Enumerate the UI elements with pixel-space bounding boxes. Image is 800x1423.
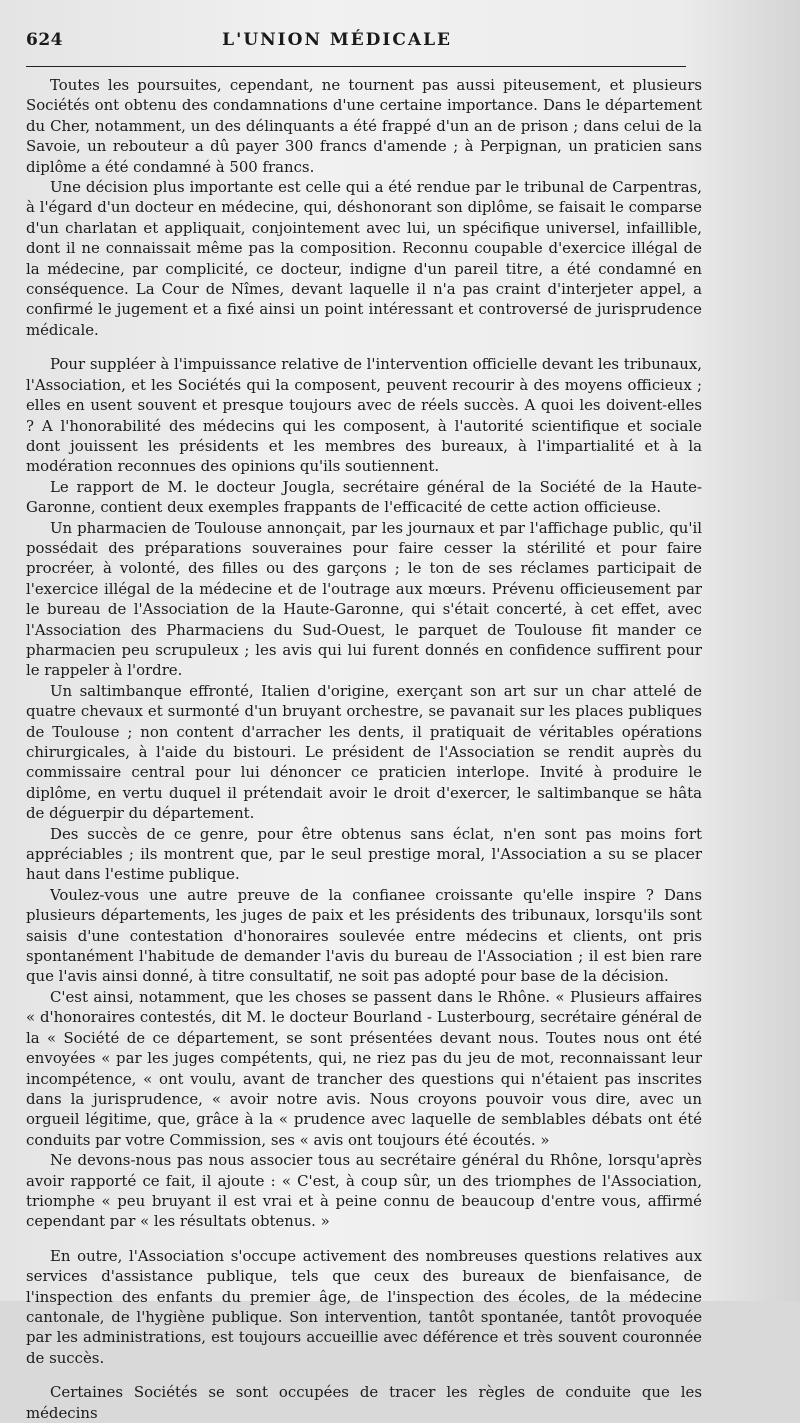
paragraph-assistance: En outre, l'Association s'occupe activement des nombreuses questions relatives aux services d'assistance publique, tels que ceux des bureaux de bienfaisance, de l'inspection des enfants du premier âge, de l'inspection des écoles, de la médecine cantonale, de l'hygiène publique. Son intervention, tantôt spontanée, tantôt provoquée par les administrations, est toujours accueillie avec déférence et très souvent couronnée de succès. [26, 1246, 702, 1367]
paragraph-pharmacien: Un pharmacien de Toulouse annonçait, par les journaux et par l'affichage public, qu'il possédait des préparations souveraines pour faire cesser la stérilité et pour faire procréer, à volonté, des filles ou des garçons ; le ton de ses réclames participait de l'exercice illégal de la médecine et de l'outrage aux mœurs. Prévenu officieusement par le bureau de l'Association de la Haute-Garonne, qui s'était concerté, à cet effet, avec l'Association des Pharmaciens du Sud-Ouest, le parquet de Toulouse fit mander ce pharmacien peu scrupuleux ; les avis qui lui furent donnés en confidence suffirent pour le rappeler à l'ordre. [26, 518, 702, 680]
paragraph-regles: Certaines Sociétés se sont occupées de tracer les règles de conduite que les médecins [26, 1383, 702, 1422]
paragraph-poursuites: Toutes les poursuites, cependant, ne tournent pas aussi piteusement, et plusieurs Sociétés ont obtenu des condamnations d'une certaine importance. Dans le département du Cher, notamment, un des délinquants a été frappé d'un an de prison ; dans celui de la Savoie, un rebouteur a dû payer 300 francs d'amende ; à Perpignan, un praticien sans diplôme a été condamné à 500 francs. [26, 76, 702, 176]
paragraph-confiance: Voulez-vous une autre preuve de la confianee croissante qu'elle inspire ? Dans plusieurs départements, les juges de paix et les présidents des tribunaux, lorsqu'ils sont saisis d'une contestation d'honoraires soulevée entre médecins et clients, ont pris spontanément l'habitude de demander l'avis du bureau de l'Association ; il est bien rare que l'avis ainsi donné, à titre consultatif, ne soit pas adopté pour base de la décision. [26, 885, 702, 986]
page-number: 624 [26, 30, 63, 50]
paragraph-rapport-jougla: Le rapport de M. le docteur Jougla, secrétaire général de la Société de la Haute-Garonne, contient deux exemples frappants de l'efficacité de cette action officieuse. [26, 477, 702, 517]
paragraph-triomphe: Ne devons-nous pas nous associer tous au secrétaire général du Rhône, lorsqu'après avoir rapporté ce fait, il ajoute : « C'est, à coup sûr, un des triomphes de l'Association, triomphe « peu bruyant il est vrai et à peine connu de beaucoup d'entre vous, affirmé cependant par « les résultats obtenus. » [26, 1151, 702, 1231]
paragraph-moyens-officieux: Pour suppléer à l'impuissance relative de l'intervention officielle devant les tribunaux, l'Association, et les Sociétés qui la composent, peuvent recourir à des moyens officieux ; elles en usent souvent et presque toujours avec de réels succès. A quoi les doivent-elles ? A l'honorabilité des médecins qui les composent, à l'autorité scientifique et sociale dont jouissent les présidents et les membres des bureaux, à l'impartialité et à la modération reconnues des opinions qu'ils soutiennent. [26, 355, 702, 476]
running-head: L'UNION MÉDICALE [222, 30, 452, 50]
header-rule [26, 66, 686, 67]
body-text [26, 75, 702, 1423]
paragraph-rhone: C'est ainsi, notamment, que les choses se passent dans le Rhône. « Plusieurs affaires « d'honoraires contestés, dit M. le docteur Bourland - Lusterbourg, secrétaire général de la « Société de ce département, se sont présentées devant nous. Toutes nous ont été envoyées « par les juges compétents, qui, ne riez pas du jeu de mot, reconnaissant leur incompétence, « ont voulu, avant de trancher des questions qui n'étaient pas inscrites dans la jurisprudence, « avoir notre avis. Nous croyons pouvoir vous dire, avec un orgueil légitime, que, grâce à la « prudence avec laquelle de semblables débats ont été conduits par votre Commission, ses « avis ont toujours été écoutés. » [26, 987, 702, 1149]
paragraph-saltimbanque: Un saltimbanque effronté, Italien d'origine, exerçant son art sur un char attelé de quatre chevaux et surmonté d'un bruyant orchestre, se pavanait sur les places publiques de Toulouse ; non content d'arracher les dents, il pratiquait de véritables opérations chirurgicales, à l'aide du bistouri. Le président de l'Association se rendit auprès du commissaire central pour lui dénoncer ce praticien interlope. Invité à produire le diplôme, en vertu duquel il prétendait avoir le droit d'exercer, le saltimbanque se hâta de déguerpir du département. [26, 681, 702, 823]
paragraph-carpentras: Une décision plus importante est celle qui a été rendue par le tribunal de Carpentras, à l'égard d'un docteur en médecine, qui, déshonorant son diplôme, se faisait le comparse d'un charlatan et appliquait, conjointement avec lui, un spécifique universel, infaillible, dont il ne connaissait même pas la composition. Reconnu coupable d'exercice illégal de la médecine, par complicité, ce docteur, indigne d'un pareil titre, a été condamné en conséquence. La Cour de Nîmes, devant laquelle il n'a pas craint d'interjeter appel, a confirmé le jugement et a fixé ainsi un point intéressant et controversé de jurisprudence médicale. [26, 178, 702, 339]
page-header [26, 30, 702, 60]
paragraph-succes: Des succès de ce genre, pour être obtenus sans éclat, n'en sont pas moins fort appréciables ; ils montrent que, par le seul prestige moral, l'Association a su se placer haut dans l'estime publique. [26, 824, 702, 884]
